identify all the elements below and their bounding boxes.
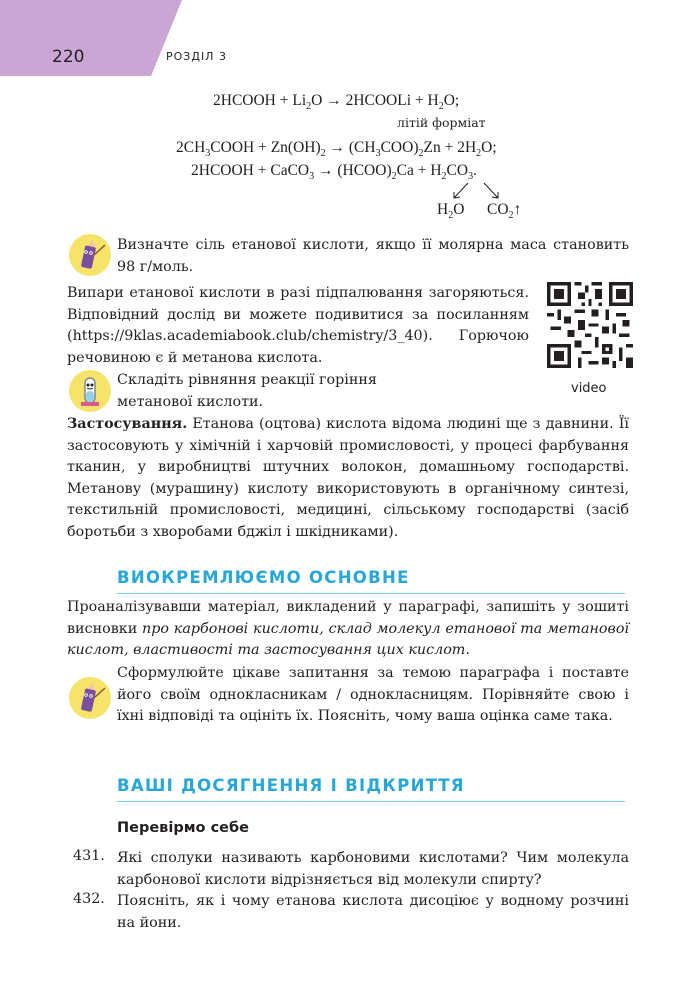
check-yourself-subheading: Перевірмо себе <box>117 820 249 836</box>
teacher-pencil-icon <box>68 233 112 277</box>
qr-code[interactable] <box>547 282 633 368</box>
equation-2: $2CH_3COOH + Zn(OH)_2 \to (CH_3COO)_2Zn + 2H_2O$; <box>176 139 497 160</box>
task-1-text: Визначте сіль етанової кислоти, якщо її молярна маса становить 98 г/моль. <box>117 237 629 275</box>
achievements-rule <box>117 801 625 802</box>
equation-1-note: літій форміат <box>397 115 486 130</box>
summary-task-text: Сформулюйте цікаве запитання за темою параграфа і поставте його своїм однокласникам / однокласницям. Порівняйте свою і їхні відповіді та оцініть їх. Поясніть, чому ваша оцінка саме така. <box>117 665 629 725</box>
question-number: 431. <box>73 848 105 864</box>
task-2-text: Складіть рівняння реакції горіння метанової кислоти. <box>117 372 377 410</box>
page-number: 220 <box>52 47 85 67</box>
summary-paragraph: Проаналізувавши матеріал, викладений у параграфі, запишіть у зошиті висновки про карбонові кислоти, склад молекул етанової та метанової кислот, властивості та застосування цих кислот. <box>67 599 630 659</box>
video-label: video <box>571 381 607 396</box>
summary-heading: ВИОКРЕМЛЮЄМО ОСНОВНЕ <box>117 568 410 587</box>
summary-rule <box>117 593 625 594</box>
video-paragraph: Випари етанової кислоти в разі підпалювання загоряються. Відповідний дослід ви можете подивитися за посиланням (https://9klas.academiabook.club/chemistry/3_40). Горючою речовиною є й метанова кислота. <box>67 285 529 366</box>
product-carbon-dioxide: $CO_2↑$ <box>487 201 522 222</box>
usage-paragraph <box>67 414 629 544</box>
equation-3: 2HCOOH + CaCO$_3$ → $(HCOO)_2Ca + H_2CO_3$. <box>191 162 477 183</box>
test-tube-icon <box>68 369 112 413</box>
page-corner-tab <box>0 0 182 76</box>
product-water: $H_2O$ <box>437 201 465 222</box>
question-text: Які сполуки називають карбоновими кислотами? Чим молекула карбонової кислоти відрізняється від молекули спирту? <box>117 850 629 888</box>
equation-1: 2HCOOH + $Li_2O$ → 2HCOOLi + $H_2O$; <box>213 92 460 113</box>
usage-text: Етанова (оцтова) кислота відома людині ще з давнини. Її застосовують у хімічній і харчовій промисловості, у процесі фарбування тканин, у виробництві штучних волокон, домашньому господарстві. Метанову (мурашину) кислоту використовують в органічному синтезі, текстильній промисловості, медицині, сільському господарстві (засіб боротьби з хворобами бджіл і шкідниками). <box>67 416 629 540</box>
usage-title: Застосування. <box>67 416 188 432</box>
teacher-pencil-icon <box>68 676 112 720</box>
question-text: Поясніть, як і чому етанова кислота дисоціює у водному розчині на йони. <box>117 893 629 931</box>
question-number: 432. <box>73 891 105 907</box>
achievements-heading: ВАШІ ДОСЯГНЕННЯ І ВІДКРИТТЯ <box>117 776 465 795</box>
section-label: РОЗДІЛ 3 <box>166 50 227 63</box>
